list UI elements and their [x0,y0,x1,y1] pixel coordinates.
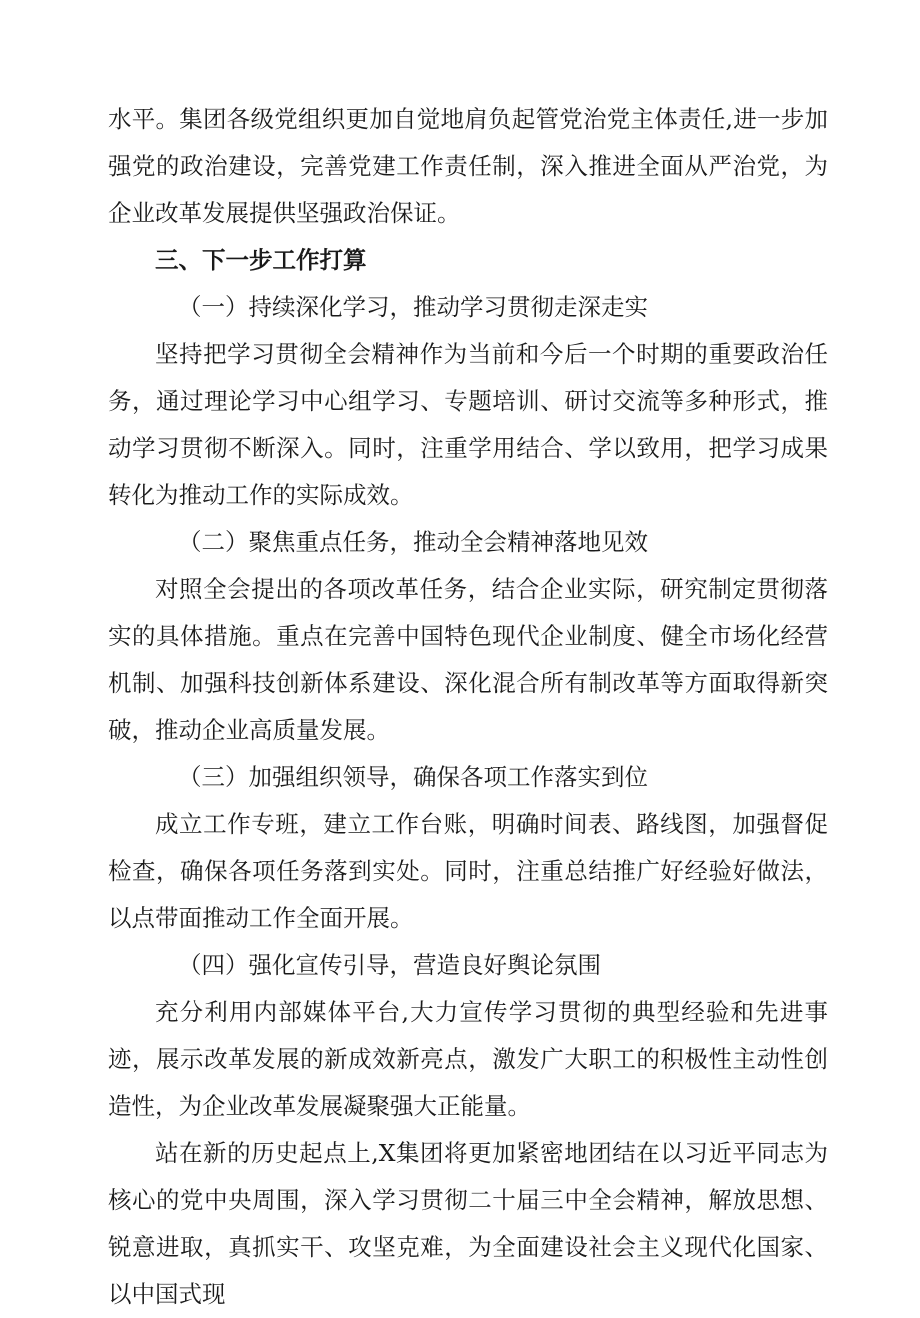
subheading-2: （二）聚焦重点任务，推动全会精神落地见效 [178,528,648,556]
document-body [108,96,828,1318]
subheading-4: （四）强化宣传引导，营造良好舆论氛围 [178,951,601,979]
section-heading: 三、下一步工作打算 [155,246,367,274]
paragraph-2: 对照全会提出的各项改革任务，结合企业实际，研究制定贯彻落实的具体措施。重点在完善中国特色现代企业制度、健全市场化经营机制、加强科技创新体系建设、深化混合所有制改革等方面取得新突破，推动企业高质量发展。 [108,575,828,744]
subheading-1: （一）持续深化学习，推动学习贯彻走深走实 [178,293,648,321]
paragraph-continuation: 水平。集团各级党组织更加自觉地肩负起管党治党主体责任,进一步加强党的政治建设，完善党建工作责任制，深入推进全面从严治党，为企业改革发展提供坚强政治保证。 [108,105,828,227]
paragraph-1: 坚持把学习贯彻全会精神作为当前和今后一个时期的重要政治任务，通过理论学习中心组学习、专题培训、研讨交流等多种形式，推动学习贯彻不断深入。同时，注重学用结合、学以致用，把学习成果转化为推动工作的实际成效。 [108,340,828,509]
subheading-3: （三）加强组织领导，确保各项工作落实到位 [178,763,648,791]
paragraph-3: 成立工作专班，建立工作台账，明确时间表、路线图，加强督促检查，确保各项任务落到实处。同时，注重总结推广好经验好做法，以点带面推动工作全面开展。 [108,810,828,932]
paragraph-4: 充分利用内部媒体平台,大力宣传学习贯彻的典型经验和先进事迹，展示改革发展的新成效新亮点，激发广大职工的积极性主动性创造性，为企业改革发展凝聚强大正能量。 [108,998,828,1120]
paragraph-closing: 站在新的历史起点上,X集团将更加紧密地团结在以习近平同志为核心的党中央周围，深入学习贯彻二十届三中全会精神，解放思想、锐意进取，真抓实干、攻坚克难，为全面建设社会主义现代化国家、以中国式现 [108,1139,828,1308]
